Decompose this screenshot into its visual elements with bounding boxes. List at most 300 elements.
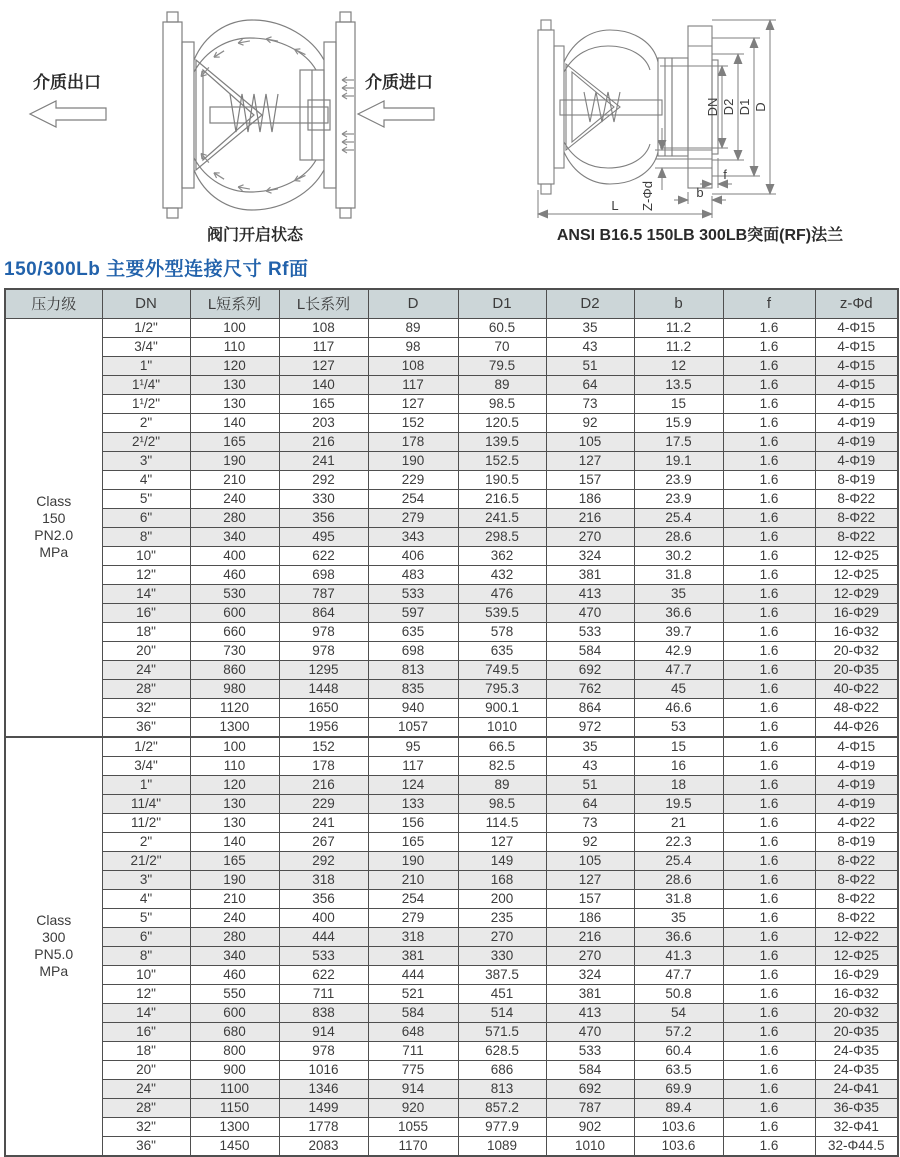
spec-cell: 16-Φ29	[815, 965, 898, 984]
spec-cell: 24"	[102, 1079, 190, 1098]
spec-cell: 5"	[102, 908, 190, 927]
spec-cell: 787	[546, 1098, 634, 1117]
spec-cell: 1.6	[723, 908, 815, 927]
spec-cell: 406	[368, 546, 458, 565]
table-row	[5, 584, 898, 603]
spec-cell: 324	[546, 546, 634, 565]
spec-cell: 470	[546, 1022, 634, 1041]
spec-cell: 1.6	[723, 1003, 815, 1022]
table-row	[5, 908, 898, 927]
spec-cell: 280	[190, 927, 279, 946]
spec-cell: 1.6	[723, 946, 815, 965]
table-row	[5, 946, 898, 965]
table-row	[5, 1041, 898, 1060]
spec-cell: 36.6	[634, 927, 723, 946]
spec-cell: 140	[190, 832, 279, 851]
spec-cell: 460	[190, 965, 279, 984]
inlet-label: 介质进口	[365, 73, 433, 92]
spec-cell: 108	[279, 318, 368, 337]
spec-cell: 6"	[102, 508, 190, 527]
dim-label-l: L	[611, 198, 619, 213]
right-diagram-caption: ANSI B16.5 150LB 300LB突面(RF)法兰	[556, 227, 844, 244]
spec-cell: 47.7	[634, 660, 723, 679]
spec-cell: 165	[368, 832, 458, 851]
spec-cell: 2"	[102, 413, 190, 432]
spec-cell: 229	[368, 470, 458, 489]
spec-cell: 698	[368, 641, 458, 660]
spec-cell: 60.4	[634, 1041, 723, 1060]
spec-cell: 1.6	[723, 775, 815, 794]
spec-cell: 203	[279, 413, 368, 432]
table-row	[5, 451, 898, 470]
spec-cell: 533	[546, 622, 634, 641]
spec-cell: 1.6	[723, 546, 815, 565]
spec-cell: 168	[458, 870, 546, 889]
spec-cell: 16	[634, 756, 723, 775]
spec-cell: 533	[546, 1041, 634, 1060]
spec-cell: 270	[546, 527, 634, 546]
spec-cell: 178	[368, 432, 458, 451]
spec-cell: 127	[546, 451, 634, 470]
valve-body	[194, 20, 324, 210]
spec-cell: 40-Φ22	[815, 679, 898, 698]
spec-cell: 31.8	[634, 565, 723, 584]
spec-cell: 680	[190, 1022, 279, 1041]
spec-cell: 444	[279, 927, 368, 946]
spec-cell: 12-Φ29	[815, 584, 898, 603]
spec-cell: 210	[190, 889, 279, 908]
spec-cell: 4-Φ19	[815, 775, 898, 794]
spec-cell: 584	[368, 1003, 458, 1022]
spec-cell: 635	[458, 641, 546, 660]
spec-cell: 8-Φ22	[815, 908, 898, 927]
spec-cell: 775	[368, 1060, 458, 1079]
spec-cell: 41.3	[634, 946, 723, 965]
spec-cell: 8"	[102, 527, 190, 546]
spec-cell: 8-Φ22	[815, 527, 898, 546]
spec-cell: 165	[279, 394, 368, 413]
spec-cell: 978	[279, 622, 368, 641]
spec-cell: 1¹/4"	[102, 375, 190, 394]
spec-cell: 795.3	[458, 679, 546, 698]
valve-dimension-diagram	[538, 20, 776, 218]
spec-cell: 1.6	[723, 527, 815, 546]
spec-cell: 864	[546, 698, 634, 717]
spec-cell: 2083	[279, 1136, 368, 1156]
spec-cell: 25.4	[634, 851, 723, 870]
spec-cell: 711	[279, 984, 368, 1003]
spec-cell: 1.6	[723, 641, 815, 660]
spec-cell: 51	[546, 775, 634, 794]
spec-cell: 838	[279, 1003, 368, 1022]
spec-cell: 330	[279, 489, 368, 508]
spec-cell: 1089	[458, 1136, 546, 1156]
spec-cell: 451	[458, 984, 546, 1003]
spec-cell: 432	[458, 565, 546, 584]
col-header-f: f	[723, 289, 815, 318]
valve-diagrams-svg	[0, 0, 900, 256]
spec-cell: 1100	[190, 1079, 279, 1098]
spec-cell: 1055	[368, 1117, 458, 1136]
table-row	[5, 413, 898, 432]
spec-cell: 4"	[102, 889, 190, 908]
table-row	[5, 337, 898, 356]
spec-cell: 4-Φ19	[815, 756, 898, 775]
spec-cell: 4-Φ15	[815, 737, 898, 757]
table-row	[5, 375, 898, 394]
spec-cell: 698	[279, 565, 368, 584]
spec-cell: 89.4	[634, 1098, 723, 1117]
spec-cell: 130	[190, 375, 279, 394]
spec-cell: 11.2	[634, 318, 723, 337]
spec-cell: 1150	[190, 1098, 279, 1117]
spec-cell: 1/2"	[102, 737, 190, 757]
spec-cell: 1.6	[723, 965, 815, 984]
spec-cell: 1"	[102, 775, 190, 794]
spec-cell: 2¹/2"	[102, 432, 190, 451]
spec-cell: 53	[634, 717, 723, 737]
spec-cell: 89	[368, 318, 458, 337]
spec-cell: 1.6	[723, 832, 815, 851]
spec-cell: 4-Φ19	[815, 794, 898, 813]
spec-cell: 835	[368, 679, 458, 698]
spec-cell: 1.6	[723, 717, 815, 737]
spec-cell: 216	[546, 508, 634, 527]
spec-cell: 539.5	[458, 603, 546, 622]
spec-cell: 124	[368, 775, 458, 794]
spec-cell: 270	[546, 946, 634, 965]
spec-cell: 978	[279, 641, 368, 660]
spec-cell: 1778	[279, 1117, 368, 1136]
spec-cell: 57.2	[634, 1022, 723, 1041]
spec-cell: 900	[190, 1060, 279, 1079]
spec-cell: 32-Φ44.5	[815, 1136, 898, 1156]
table-row	[5, 489, 898, 508]
spec-cell: 12-Φ25	[815, 946, 898, 965]
left-flange	[163, 12, 194, 218]
spec-cell: 381	[546, 565, 634, 584]
spec-cell: 495	[279, 527, 368, 546]
table-row	[5, 1003, 898, 1022]
spec-cell: 12	[634, 356, 723, 375]
spec-cell: 3"	[102, 870, 190, 889]
spec-cell: 381	[368, 946, 458, 965]
table-row	[5, 546, 898, 565]
spec-cell: 190.5	[458, 470, 546, 489]
spec-cell: 292	[279, 851, 368, 870]
flow-arrows	[199, 36, 354, 194]
spec-cell: 978	[279, 1041, 368, 1060]
spec-cell: 17.5	[634, 432, 723, 451]
spec-cell: 622	[279, 546, 368, 565]
spec-cell: 127	[546, 870, 634, 889]
right-flange	[324, 12, 355, 218]
spec-cell: 24-Φ41	[815, 1079, 898, 1098]
spec-cell: 254	[368, 889, 458, 908]
spec-cell: 18"	[102, 1041, 190, 1060]
spec-cell: 20"	[102, 1060, 190, 1079]
spec-cell: 1.6	[723, 851, 815, 870]
spec-cell: 28.6	[634, 527, 723, 546]
spec-cell: 210	[190, 470, 279, 489]
spec-cell: 1/2"	[102, 318, 190, 337]
spec-cell: 21	[634, 813, 723, 832]
spec-cell: 152	[279, 737, 368, 757]
spec-cell: 240	[190, 908, 279, 927]
col-header-d1: D1	[458, 289, 546, 318]
table-row	[5, 603, 898, 622]
spec-cell: 12"	[102, 565, 190, 584]
table-row	[5, 1136, 898, 1156]
valve-open-diagram	[30, 12, 434, 218]
spec-cell: 216	[279, 775, 368, 794]
spec-cell: 343	[368, 527, 458, 546]
spec-cell: 110	[190, 337, 279, 356]
spec-cell: 14"	[102, 584, 190, 603]
col-header-b: b	[634, 289, 723, 318]
spec-cell: 1.6	[723, 813, 815, 832]
spec-cell: 89	[458, 775, 546, 794]
table-row	[5, 851, 898, 870]
spec-cell: 152	[368, 413, 458, 432]
spec-cell: 711	[368, 1041, 458, 1060]
spec-cell: 1650	[279, 698, 368, 717]
spec-cell: 210	[368, 870, 458, 889]
flow-inlet-arrow	[358, 101, 434, 127]
spec-cell: 362	[458, 546, 546, 565]
spec-cell: 127	[368, 394, 458, 413]
table-row	[5, 318, 898, 337]
spec-cell: 241	[279, 451, 368, 470]
spec-cell: 400	[279, 908, 368, 927]
spec-cell: 36"	[102, 717, 190, 737]
spec-cell: 4-Φ15	[815, 356, 898, 375]
spec-cell: 4-Φ19	[815, 413, 898, 432]
spec-cell: 20-Φ32	[815, 1003, 898, 1022]
spec-cell: 18	[634, 775, 723, 794]
table-row	[5, 717, 898, 737]
spec-cell: 318	[368, 927, 458, 946]
spec-cell: 1.6	[723, 698, 815, 717]
table-row	[5, 1117, 898, 1136]
spec-cell: 622	[279, 965, 368, 984]
col-header-pressure-class: 压力级	[5, 289, 102, 318]
spec-cell: 64	[546, 794, 634, 813]
table-row	[5, 527, 898, 546]
spec-cell: 292	[279, 470, 368, 489]
spec-cell: 4-Φ15	[815, 337, 898, 356]
spec-cell: 4-Φ15	[815, 375, 898, 394]
spec-cell: 39.7	[634, 622, 723, 641]
dim-label-dn: DN	[705, 97, 720, 117]
spec-cell: 8-Φ22	[815, 508, 898, 527]
table-row	[5, 394, 898, 413]
spec-cell: 1956	[279, 717, 368, 737]
spec-cell: 30.2	[634, 546, 723, 565]
table-row	[5, 679, 898, 698]
spec-cell: 279	[368, 908, 458, 927]
spec-cell: 73	[546, 394, 634, 413]
spec-cell: 1.6	[723, 927, 815, 946]
spec-cell: 92	[546, 413, 634, 432]
spec-cell: 19.1	[634, 451, 723, 470]
spec-cell: 920	[368, 1098, 458, 1117]
table-row	[5, 660, 898, 679]
spec-cell: 340	[190, 946, 279, 965]
table-row	[5, 622, 898, 641]
spec-cell: 4"	[102, 470, 190, 489]
table-row	[5, 641, 898, 660]
spec-cell: 25.4	[634, 508, 723, 527]
spec-cell: 1295	[279, 660, 368, 679]
spec-cell: 686	[458, 1060, 546, 1079]
spec-cell: 157	[546, 889, 634, 908]
spec-cell: 12-Φ22	[815, 927, 898, 946]
spec-cell: 1.6	[723, 432, 815, 451]
spec-cell: 6"	[102, 927, 190, 946]
spec-cell: 133	[368, 794, 458, 813]
spec-cell: 977.9	[458, 1117, 546, 1136]
spec-cell: 35	[546, 737, 634, 757]
spec-cell: 279	[368, 508, 458, 527]
table-row	[5, 508, 898, 527]
table-row	[5, 1079, 898, 1098]
spec-cell: 130	[190, 394, 279, 413]
spec-cell: 100	[190, 737, 279, 757]
spec-cell: 66.5	[458, 737, 546, 757]
spec-cell: 8-Φ22	[815, 870, 898, 889]
spec-cell: 533	[368, 584, 458, 603]
spec-cell: 1.6	[723, 660, 815, 679]
spec-cell: 600	[190, 603, 279, 622]
spec-cell: 36"	[102, 1136, 190, 1156]
table-row	[5, 737, 898, 757]
spec-cell: 92	[546, 832, 634, 851]
spec-cell: 11/4"	[102, 794, 190, 813]
spec-cell: 356	[279, 508, 368, 527]
spec-cell: 1499	[279, 1098, 368, 1117]
spec-cell: 20-Φ35	[815, 1022, 898, 1041]
table-row	[5, 356, 898, 375]
spec-cell: 82.5	[458, 756, 546, 775]
spec-cell: 11/2"	[102, 813, 190, 832]
spec-cell: 44-Φ26	[815, 717, 898, 737]
spec-cell: 298.5	[458, 527, 546, 546]
spec-cell: 1346	[279, 1079, 368, 1098]
spec-cell: 584	[546, 1060, 634, 1079]
spec-cell: 692	[546, 660, 634, 679]
spec-cell: 400	[190, 546, 279, 565]
spec-cell: 387.5	[458, 965, 546, 984]
spec-cell: 24"	[102, 660, 190, 679]
col-header-dn: DN	[102, 289, 190, 318]
spec-cell: 20-Φ35	[815, 660, 898, 679]
spec-cell: 16"	[102, 603, 190, 622]
spec-cell: 156	[368, 813, 458, 832]
spec-cell: 1.6	[723, 794, 815, 813]
spec-cell: 216.5	[458, 489, 546, 508]
spec-cell: 190	[368, 851, 458, 870]
spec-cell: 130	[190, 813, 279, 832]
spec-cell: 241	[279, 813, 368, 832]
spec-cell: 254	[368, 489, 458, 508]
diagrams-section	[0, 0, 900, 256]
spec-cell: 16-Φ29	[815, 603, 898, 622]
spec-cell: 4-Φ19	[815, 451, 898, 470]
spec-cell: 165	[190, 432, 279, 451]
spec-cell: 584	[546, 641, 634, 660]
spec-cell: 60.5	[458, 318, 546, 337]
spec-cell: 1.6	[723, 1098, 815, 1117]
spec-cell: 48-Φ22	[815, 698, 898, 717]
spec-cell: 1.6	[723, 889, 815, 908]
spec-cell: 860	[190, 660, 279, 679]
spec-cell: 24-Φ35	[815, 1041, 898, 1060]
spec-cell: 31.8	[634, 889, 723, 908]
spec-cell: 857.2	[458, 1098, 546, 1117]
spec-cell: 120	[190, 775, 279, 794]
spec-cell: 356	[279, 889, 368, 908]
spec-cell: 12-Φ25	[815, 546, 898, 565]
seat-block	[300, 70, 330, 160]
spec-cell: 444	[368, 965, 458, 984]
spec-cell: 216	[279, 432, 368, 451]
spec-cell: 89	[458, 375, 546, 394]
table-row	[5, 775, 898, 794]
spec-cell: 8-Φ22	[815, 889, 898, 908]
spec-cell: 79.5	[458, 356, 546, 375]
spec-cell: 32"	[102, 698, 190, 717]
spec-cell: 235	[458, 908, 546, 927]
spec-cell: 165	[190, 851, 279, 870]
spec-cell: 241.5	[458, 508, 546, 527]
spec-cell: 190	[190, 451, 279, 470]
spec-cell: 318	[279, 870, 368, 889]
table-row	[5, 794, 898, 813]
spec-cell: 340	[190, 527, 279, 546]
spec-cell: 28"	[102, 1098, 190, 1117]
spec-cell: 762	[546, 679, 634, 698]
spec-cell: 117	[368, 375, 458, 394]
spec-cell: 22.3	[634, 832, 723, 851]
spec-cell: 8-Φ22	[815, 489, 898, 508]
valve-disc-cone	[196, 60, 262, 170]
spec-cell: 1.6	[723, 679, 815, 698]
spec-cell: 43	[546, 337, 634, 356]
spec-cell: 10"	[102, 546, 190, 565]
dim-label-d2: D2	[721, 98, 736, 116]
table-row	[5, 470, 898, 489]
spec-cell: 105	[546, 432, 634, 451]
spec-cell: 108	[368, 356, 458, 375]
spec-cell: 28.6	[634, 870, 723, 889]
col-header-l-long: L长系列	[279, 289, 368, 318]
table-row	[5, 1098, 898, 1117]
spec-cell: 1010	[546, 1136, 634, 1156]
spec-cell: 186	[546, 489, 634, 508]
spec-table-body	[5, 318, 898, 1156]
table-row	[5, 832, 898, 851]
col-header-d: D	[368, 289, 458, 318]
spec-cell: 3"	[102, 451, 190, 470]
spec-cell: 117	[279, 337, 368, 356]
spec-cell: 42.9	[634, 641, 723, 660]
spec-cell: 12-Φ25	[815, 565, 898, 584]
spec-cell: 730	[190, 641, 279, 660]
spec-cell: 140	[190, 413, 279, 432]
spec-cell: 940	[368, 698, 458, 717]
spec-cell: 4-Φ15	[815, 318, 898, 337]
